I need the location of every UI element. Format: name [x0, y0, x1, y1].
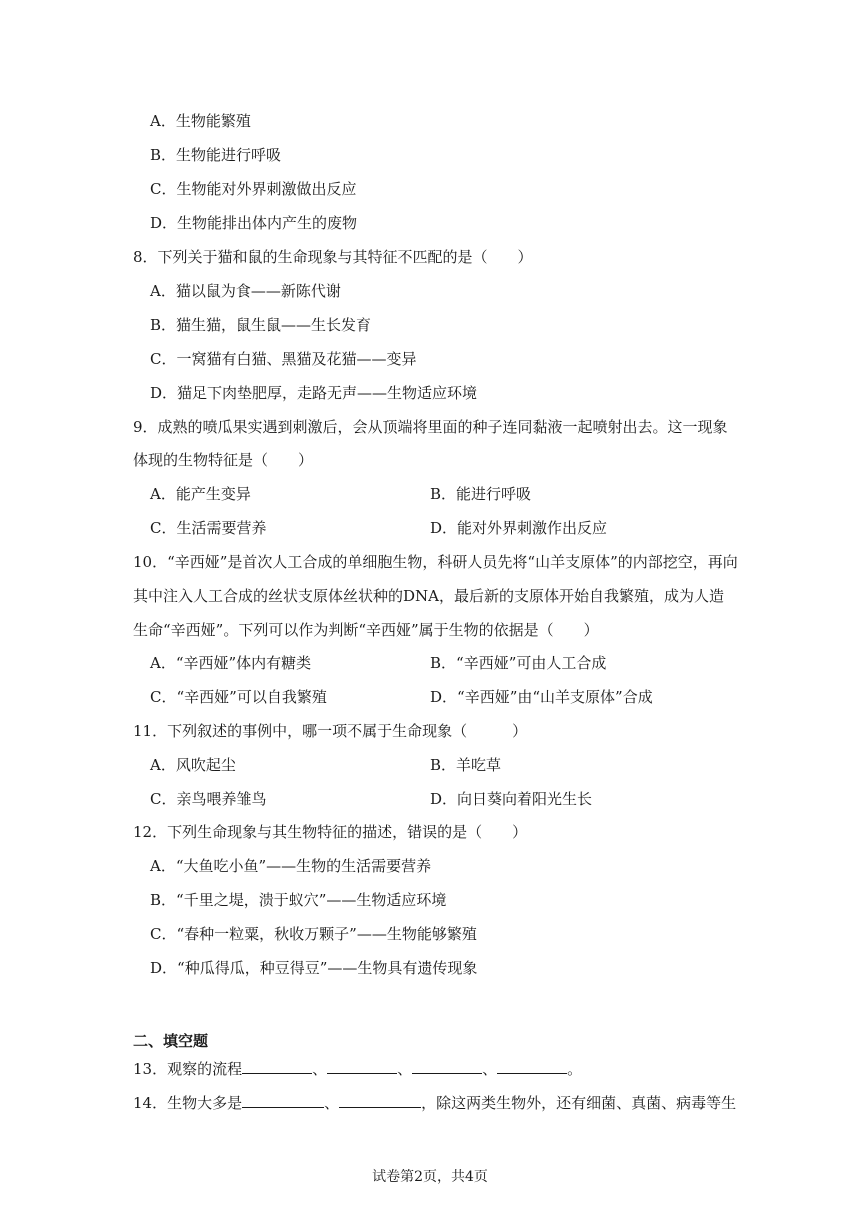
q14-line: [133, 1093, 736, 1113]
q13-end: 。: [567, 1060, 583, 1078]
q7-option-d: D．生物能排出体内产生的废物: [150, 214, 358, 232]
q9-option-c: C．生活需要营养: [150, 519, 267, 537]
q13-line: [133, 1059, 582, 1079]
q14-blank-2[interactable]: [339, 1093, 421, 1108]
q11-option-a: A．风吹起尘: [150, 756, 236, 774]
q9-stem-line1: 9．成熟的喷瓜果实遇到刺激后，会从顶端将里面的种子连同黏液一起喷射出去。这一现象: [133, 418, 728, 436]
q10-option-c: C．“辛西娅”可以自我繁殖: [150, 688, 327, 706]
q7-option-b: B．生物能进行呼吸: [150, 146, 282, 164]
q10-option-a: A．“辛西娅”体内有糖类: [150, 654, 312, 672]
q12-stem: 12．下列生命现象与其生物特征的描述，错误的是（ ）: [133, 823, 528, 841]
q13-sep-3: 、: [482, 1060, 498, 1078]
q10-option-d: D．“辛西娅”由“山羊支原体”合成: [430, 688, 653, 706]
q13-prefix: 13．观察的流程: [133, 1060, 243, 1078]
q13-blank-2[interactable]: [327, 1059, 397, 1074]
q7-option-a: A．生物能繁殖: [150, 112, 251, 130]
q9-option-a: A．能产生变异: [150, 485, 251, 503]
q8-option-c: C．一窝猫有白猫、黑猫及花猫——变异: [150, 350, 417, 368]
q13-sep-1: 、: [312, 1060, 328, 1078]
q11-option-d: D．向日葵向着阳光生长: [430, 790, 593, 808]
q10-stem-line3: 生命“辛西娅”。下列可以作为判断“辛西娅”属于生物的依据是（ ）: [133, 621, 599, 639]
q11-option-c: C．亲鸟喂养雏鸟: [150, 790, 267, 808]
q10-stem-line1: 10．“辛西娅”是首次人工合成的单细胞生物，科研人员先将“山羊支原体”的内部挖空，再向: [133, 553, 738, 571]
q14-prefix: 14．生物大多是: [133, 1094, 243, 1112]
q13-blank-4[interactable]: [497, 1059, 567, 1074]
q13-blank-1[interactable]: [242, 1059, 312, 1074]
q8-option-a: A．猫以鼠为食——新陈代谢: [150, 282, 341, 300]
page-footer: 试卷第2页，共4页: [372, 1169, 488, 1185]
q13-sep-2: 、: [397, 1060, 413, 1078]
q12-option-d: D．“种瓜得瓜，种豆得豆”——生物具有遗传现象: [150, 959, 478, 977]
q14-sep: 、: [324, 1094, 340, 1112]
q12-option-b: B．“千里之堤，溃于蚁穴”——生物适应环境: [150, 891, 447, 909]
q11-option-b: B．羊吃草: [430, 756, 502, 774]
q14-tail: ，除这两类生物外，还有细菌、真菌、病毒等生: [421, 1094, 737, 1112]
q9-option-b: B．能进行呼吸: [430, 485, 532, 503]
q7-option-c: C．生物能对外界刺激做出反应: [150, 180, 357, 198]
q12-option-c: C．“春种一粒粟，秋收万颗子”——生物能够繁殖: [150, 925, 477, 943]
q10-option-b: B．“辛西娅”可由人工合成: [430, 654, 607, 672]
q9-stem-line2: 体现的生物特征是（ ）: [133, 451, 314, 469]
q12-option-a: A．“大鱼吃小鱼”——生物的生活需要营养: [150, 857, 432, 875]
q13-blank-3[interactable]: [412, 1059, 482, 1074]
q8-stem: 8．下列关于猫和鼠的生命现象与其特征不匹配的是（ ）: [133, 248, 533, 266]
section-title-fill-in: 二、填空题: [133, 1032, 209, 1050]
q11-stem: 11．下列叙述的事例中，哪一项不属于生命现象（ ）: [133, 722, 528, 740]
q9-option-d: D．能对外界刺激作出反应: [430, 519, 608, 537]
q14-blank-1[interactable]: [242, 1093, 324, 1108]
q8-option-d: D．猫足下肉垫肥厚，走路无声——生物适应环境: [150, 384, 478, 402]
q8-option-b: B．猫生猫，鼠生鼠——生长发育: [150, 316, 372, 334]
q10-stem-line2: 其中注入人工合成的丝状支原体丝状种的DNA，最后新的支原体开始自我繁殖，成为人造: [133, 587, 724, 605]
